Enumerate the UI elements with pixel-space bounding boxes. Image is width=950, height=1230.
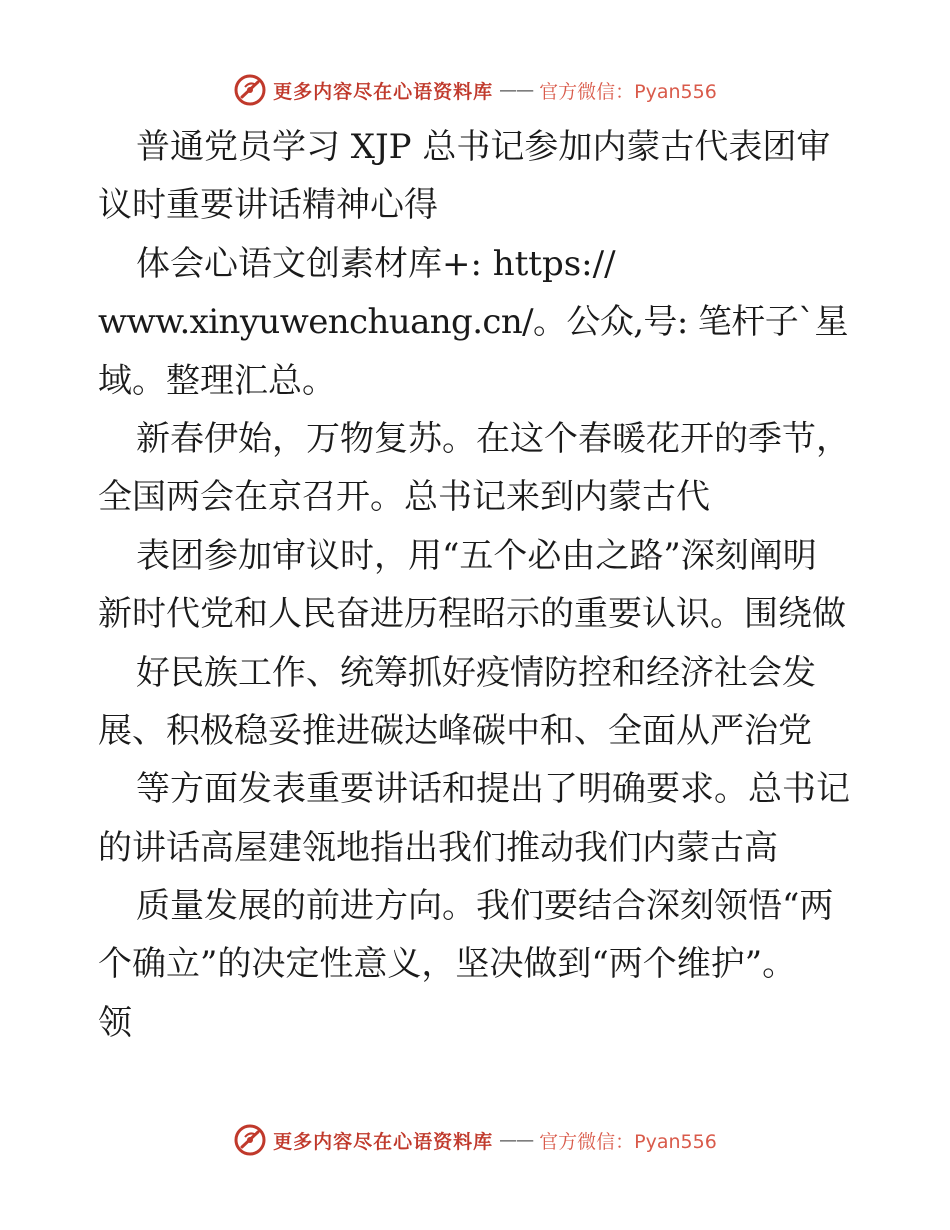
banner-brand-text: 更多内容尽在心语资料库: [273, 80, 494, 103]
paragraph-line: 好民族工作、统筹抓好疫情防控和经济社会发: [136, 652, 816, 693]
banner-wechat-text: 官方微信：Pyan556: [539, 1130, 717, 1153]
banner-wechat-text: 官方微信：Pyan556: [539, 80, 717, 103]
source-line-2: www.xinyuwenchuang.cn/。公众,号: 笔杆子`星: [98, 302, 848, 343]
source-line-1: 体会心语文创素材库+: https://: [136, 243, 616, 284]
title-line-2: 议时重要讲话精神心得: [98, 185, 438, 226]
brand-logo-icon: [233, 1123, 267, 1157]
header-banner: [0, 70, 950, 110]
paragraph-line: 展、积极稳妥推进碳达峰碳中和、全面从严治党: [98, 710, 812, 751]
document-body: [98, 118, 858, 1052]
paragraph-line: 新时代党和人民奋进历程昭示的重要认识。围绕做: [98, 594, 846, 635]
paragraph-line: 等方面发表重要讲话和提出了明确要求。总书记: [136, 769, 850, 810]
banner-dash: ——: [499, 79, 534, 101]
paragraph-line: 全国两会在京召开。总书记来到内蒙古代: [98, 477, 710, 518]
paragraph-line: 质量发展的前进方向。我们要结合深刻领悟“两: [136, 886, 834, 927]
banner-brand-text: 更多内容尽在心语资料库: [273, 1130, 494, 1153]
footer-banner: [0, 1120, 950, 1160]
banner-dash: ——: [499, 1129, 534, 1151]
paragraph-line: 个确立”的决定性意义，坚决做到“两个维护”。: [98, 944, 797, 985]
paragraph-line: 的讲话高屋建瓴地指出我们推动我们内蒙古高: [98, 827, 778, 868]
brand-logo-icon: [233, 73, 267, 107]
title-line-1: 普通党员学习 XJP 总书记参加内蒙古代表团审: [136, 127, 831, 167]
source-line-3: 域。整理汇总。: [98, 360, 336, 401]
paragraph-line: 新春伊始，万物复苏。在这个春暖花开的季节，: [136, 418, 850, 459]
paragraph-line: 领: [98, 1002, 132, 1043]
paragraph-line: 表团参加审议时，用“五个必由之路”深刻阐明: [136, 535, 817, 576]
